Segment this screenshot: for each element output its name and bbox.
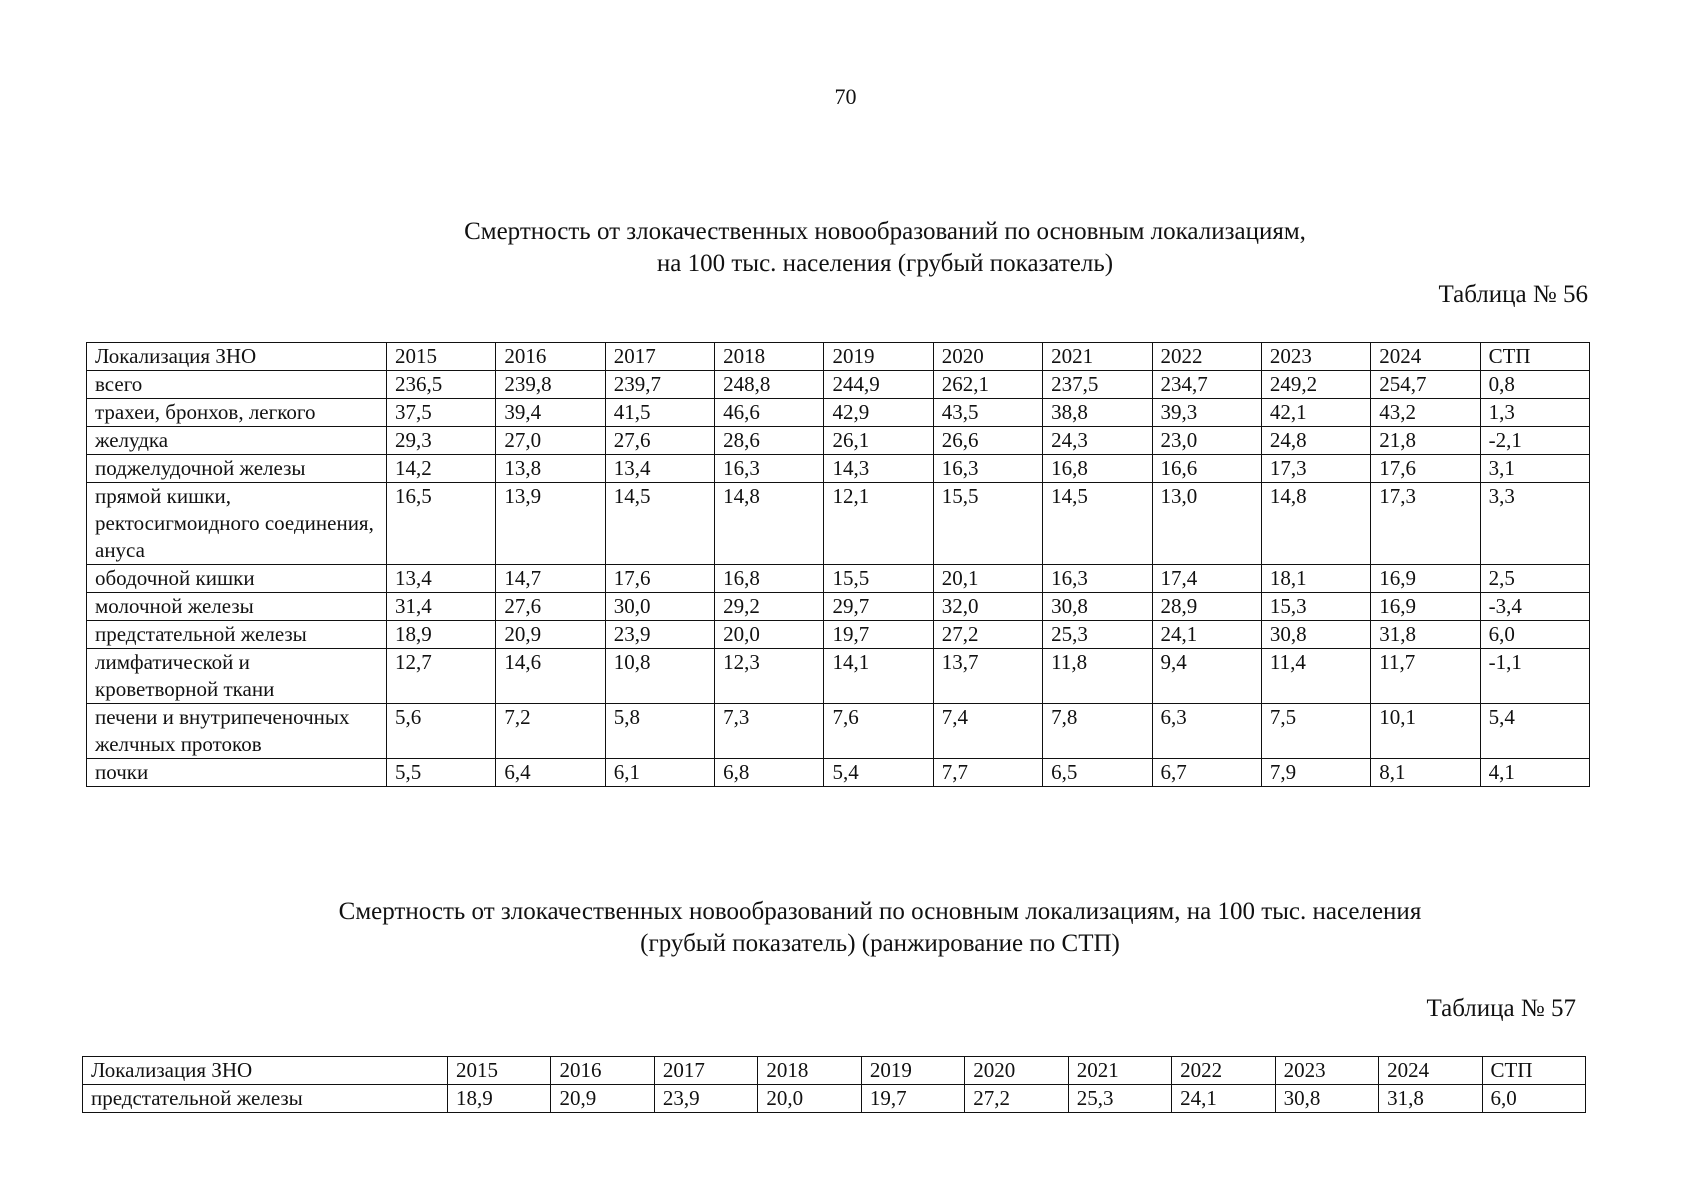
row-label-cell: почки [87,759,387,787]
column-header-2018: 2018 [715,343,824,371]
table-row [87,399,1590,427]
table-row [87,759,1590,787]
value-cell: 18,9 [448,1085,551,1113]
page-number: 70 [834,84,857,109]
table-57-label: Таблица № 57 [1426,995,1576,1022]
value-cell: 27,0 [496,427,605,455]
value-cell: 14,5 [1043,483,1152,565]
value-cell: 14,8 [715,483,824,565]
value-cell: 30,8 [1261,621,1370,649]
value-cell: 239,7 [605,371,714,399]
value-cell: 14,3 [824,455,933,483]
value-cell: 24,3 [1043,427,1152,455]
value-cell: 14,8 [1261,483,1370,565]
column-header-2023: 2023 [1275,1057,1378,1085]
value-cell: 27,2 [933,621,1042,649]
row-label-cell: поджелудочной железы [87,455,387,483]
column-header-2024: 2024 [1371,343,1480,371]
value-cell: 19,7 [861,1085,964,1113]
value-cell: 26,1 [824,427,933,455]
column-header-localization: Локализация ЗНО [87,343,387,371]
value-cell: 16,8 [1043,455,1152,483]
value-cell: 39,4 [496,399,605,427]
column-header-2019: 2019 [824,343,933,371]
column-header-2022: 2022 [1172,1057,1275,1085]
value-cell: 17,3 [1371,483,1480,565]
column-header-2019: 2019 [861,1057,964,1085]
table-row [83,1085,1586,1113]
row-label-cell: прямой кишки, ректосигмоидного соединения, ануса [87,483,387,565]
value-cell: 30,0 [605,593,714,621]
table-header-row [83,1057,1586,1085]
value-cell: 13,4 [605,455,714,483]
value-cell: 30,8 [1275,1085,1378,1113]
value-cell: 248,8 [715,371,824,399]
value-cell: 28,6 [715,427,824,455]
table-row [87,593,1590,621]
value-cell: 13,8 [496,455,605,483]
value-cell: 37,5 [387,399,496,427]
value-cell: 29,2 [715,593,824,621]
table-row [87,455,1590,483]
table-57-heading-line-2: (грубый показатель) (ранжирование по СТП) [640,930,1120,957]
value-cell: 6,4 [496,759,605,787]
column-header-localization: Локализация ЗНО [83,1057,448,1085]
column-header-2024: 2024 [1379,1057,1482,1085]
value-cell: 18,9 [387,621,496,649]
value-cell: 31,8 [1379,1085,1482,1113]
value-cell: 6,1 [605,759,714,787]
value-cell: 31,8 [1371,621,1480,649]
value-cell: 7,2 [496,704,605,759]
value-cell: 23,0 [1152,427,1261,455]
value-cell: 5,6 [387,704,496,759]
value-cell: 7,9 [1261,759,1370,787]
value-cell: 5,8 [605,704,714,759]
value-cell: 14,6 [496,649,605,704]
value-cell: 17,6 [1371,455,1480,483]
row-label-cell: печени и внутрипеченочных желчных протоков [87,704,387,759]
value-cell: 262,1 [933,371,1042,399]
value-cell: 13,7 [933,649,1042,704]
value-cell: 16,5 [387,483,496,565]
value-cell: 11,8 [1043,649,1152,704]
value-cell: 23,9 [605,621,714,649]
value-cell: 6,0 [1482,1085,1585,1113]
value-cell: 17,6 [605,565,714,593]
value-cell: 20,0 [715,621,824,649]
table-row [87,371,1590,399]
table-row [87,565,1590,593]
table-57-heading-line-1: Смертность от злокачественных новообразований по основным локализациям, на 100 тыс. населения [338,898,1422,925]
value-cell: 16,9 [1371,565,1480,593]
value-cell: 3,3 [1480,483,1589,565]
value-cell: 0,8 [1480,371,1589,399]
column-header-2022: 2022 [1152,343,1261,371]
row-label-cell: молочной железы [87,593,387,621]
value-cell: 4,1 [1480,759,1589,787]
column-header-2015: 2015 [387,343,496,371]
column-header-2016: 2016 [551,1057,654,1085]
value-cell: 43,2 [1371,399,1480,427]
column-header-2020: 2020 [965,1057,1068,1085]
value-cell: -2,1 [1480,427,1589,455]
value-cell: 20,9 [496,621,605,649]
value-cell: 29,3 [387,427,496,455]
table-56-heading-line-1: Смертность от злокачественных новообразований по основным локализациям, [464,218,1306,245]
value-cell: 17,3 [1261,455,1370,483]
value-cell: 24,1 [1172,1085,1275,1113]
row-label-cell: предстательной железы [87,621,387,649]
value-cell: 20,1 [933,565,1042,593]
value-cell: 15,5 [824,565,933,593]
value-cell: 13,9 [496,483,605,565]
value-cell: 39,3 [1152,399,1261,427]
value-cell: 237,5 [1043,371,1152,399]
value-cell: 16,3 [1043,565,1152,593]
value-cell: 14,1 [824,649,933,704]
value-cell: 30,8 [1043,593,1152,621]
value-cell: 14,7 [496,565,605,593]
value-cell: 28,9 [1152,593,1261,621]
value-cell: 2,5 [1480,565,1589,593]
value-cell: 234,7 [1152,371,1261,399]
value-cell: 20,9 [551,1085,654,1113]
value-cell: 7,6 [824,704,933,759]
row-label-cell: ободочной кишки [87,565,387,593]
value-cell: 19,7 [824,621,933,649]
value-cell: 42,9 [824,399,933,427]
value-cell: 10,8 [605,649,714,704]
value-cell: 16,9 [1371,593,1480,621]
value-cell: 23,9 [654,1085,757,1113]
column-header-2017: 2017 [654,1057,757,1085]
column-header-2018: 2018 [758,1057,861,1085]
table-56-label: Таблица № 56 [1438,281,1588,308]
value-cell: 6,7 [1152,759,1261,787]
value-cell: 32,0 [933,593,1042,621]
value-cell: 5,5 [387,759,496,787]
table-56 [86,342,1590,787]
value-cell: 24,8 [1261,427,1370,455]
value-cell: -1,1 [1480,649,1589,704]
value-cell: 16,8 [715,565,824,593]
table-row [87,621,1590,649]
value-cell: 15,3 [1261,593,1370,621]
value-cell: 249,2 [1261,371,1370,399]
table-56-heading [0,216,1691,280]
column-header-2020: 2020 [933,343,1042,371]
value-cell: 31,4 [387,593,496,621]
value-cell: 17,4 [1152,565,1261,593]
value-cell: 46,6 [715,399,824,427]
column-header-СТП: СТП [1482,1057,1585,1085]
value-cell: 13,4 [387,565,496,593]
table-56-heading-line-2: на 100 тыс. населения (грубый показатель) [656,250,1114,277]
value-cell: 42,1 [1261,399,1370,427]
value-cell: 254,7 [1371,371,1480,399]
value-cell: 6,8 [715,759,824,787]
value-cell: 26,6 [933,427,1042,455]
value-cell: 1,3 [1480,399,1589,427]
value-cell: 24,1 [1152,621,1261,649]
value-cell: 10,1 [1371,704,1480,759]
value-cell: 6,3 [1152,704,1261,759]
row-label-cell: желудка [87,427,387,455]
value-cell: 7,3 [715,704,824,759]
value-cell: 14,2 [387,455,496,483]
value-cell: 14,5 [605,483,714,565]
table-57 [82,1056,1586,1113]
value-cell: 7,7 [933,759,1042,787]
row-label-cell: предстательной железы [83,1085,448,1113]
value-cell: 11,4 [1261,649,1370,704]
value-cell: 15,5 [933,483,1042,565]
value-cell: 43,5 [933,399,1042,427]
value-cell: 41,5 [605,399,714,427]
value-cell: 6,5 [1043,759,1152,787]
column-header-2015: 2015 [448,1057,551,1085]
table-row [87,483,1590,565]
row-label-cell: трахеи, бронхов, легкого [87,399,387,427]
value-cell: 16,3 [715,455,824,483]
value-cell: 244,9 [824,371,933,399]
value-cell: 16,3 [933,455,1042,483]
table-header-row [87,343,1590,371]
value-cell: 3,1 [1480,455,1589,483]
row-label-cell: лимфатической и кроветворной ткани [87,649,387,704]
value-cell: 9,4 [1152,649,1261,704]
value-cell: 8,1 [1371,759,1480,787]
column-header-2016: 2016 [496,343,605,371]
value-cell: 236,5 [387,371,496,399]
value-cell: 7,5 [1261,704,1370,759]
value-cell: 16,6 [1152,455,1261,483]
value-cell: 25,3 [1068,1085,1171,1113]
table-row [87,649,1590,704]
value-cell: 12,1 [824,483,933,565]
value-cell: 20,0 [758,1085,861,1113]
value-cell: 29,7 [824,593,933,621]
value-cell: 5,4 [1480,704,1589,759]
value-cell: 11,7 [1371,649,1480,704]
value-cell: 6,0 [1480,621,1589,649]
value-cell: 7,8 [1043,704,1152,759]
row-label-cell: всего [87,371,387,399]
column-header-СТП: СТП [1480,343,1589,371]
value-cell: 38,8 [1043,399,1152,427]
column-header-2021: 2021 [1043,343,1152,371]
value-cell: 18,1 [1261,565,1370,593]
column-header-2017: 2017 [605,343,714,371]
table-row [87,704,1590,759]
value-cell: 5,4 [824,759,933,787]
value-cell: 27,2 [965,1085,1068,1113]
value-cell: 25,3 [1043,621,1152,649]
value-cell: 12,3 [715,649,824,704]
table-57-heading [0,896,1691,960]
value-cell: 7,4 [933,704,1042,759]
column-header-2023: 2023 [1261,343,1370,371]
value-cell: 12,7 [387,649,496,704]
value-cell: -3,4 [1480,593,1589,621]
value-cell: 27,6 [496,593,605,621]
value-cell: 21,8 [1371,427,1480,455]
table-row [87,427,1590,455]
value-cell: 13,0 [1152,483,1261,565]
value-cell: 239,8 [496,371,605,399]
value-cell: 27,6 [605,427,714,455]
column-header-2021: 2021 [1068,1057,1171,1085]
